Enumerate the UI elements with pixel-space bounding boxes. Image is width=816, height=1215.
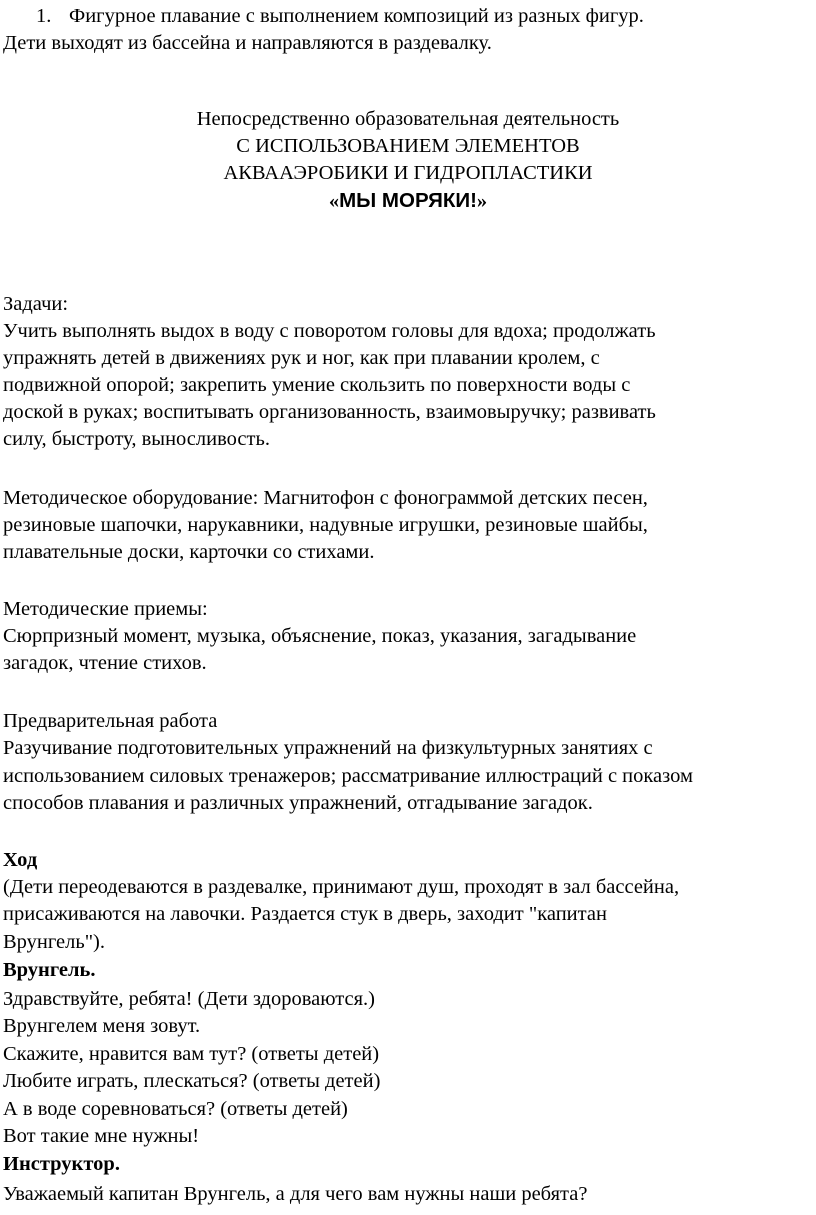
equipment-line: резиновые шапочки, нарукавники, надувные игрушки, резиновые шайбы, [3,514,648,536]
equipment-line: Методическое оборудование: Магнитофон с фонограммой детских песен, [3,487,648,509]
tasks-line: силу, быстроту, выносливость. [3,428,270,450]
course-line: Врунгель"). [3,931,106,953]
subtitle-text: МЫ МОРЯКИ! [339,189,477,212]
tasks-heading: Задачи: [3,293,69,315]
quote-open: « [328,190,340,212]
equipment-line: плавательные доски, карточки со стихами. [3,541,375,563]
title-line-2: С ИСПОЛЬЗОВАНИЕМ ЭЛЕМЕНТОВ [236,135,580,157]
dialogue-line: Уважаемый капитан Врунгель, а для чего вам нужны наши ребята? [3,1183,588,1205]
course-line: присаживаются на лавочки. Раздается стук в дверь, заходит "капитан [3,903,607,925]
list-item-text-continuation: Дети выходят из бассейна и направляются в раздевалку. [3,32,492,54]
preliminary-line: Разучивание подготовительных упражнений на физкультурных занятиях с [3,737,653,759]
speaker-instructor: Инструктор. [3,1153,120,1175]
tasks-line: Учить выполнять выдох в воду с поворотом головы для вдоха; продолжать [3,320,656,342]
preliminary-heading: Предварительная работа [3,710,218,732]
title-line-3: АКВААЭРОБИКИ И ГИДРОПЛАСТИКИ [223,162,593,184]
tasks-line: подвижной опорой; закрепить умение скользить по поверхности воды с [3,374,631,396]
methods-line: Сюрпризный момент, музыка, объяснение, показ, указания, загадывание [3,625,637,647]
tasks-line: упражнять детей в движениях рук и ног, как при плавании кролем, с [3,347,600,369]
dialogue-line: Врунгелем меня зовут. [3,1015,201,1037]
subtitle [0,187,816,215]
methods-line: загадок, чтение стихов. [3,652,207,674]
quote-close: » [476,190,488,212]
dialogue-line: Здравствуйте, ребята! (Дети здороваются.) [3,988,375,1010]
course-heading: Ход [3,849,38,871]
preliminary-line: способов плавания и различных упражнений, отгадывание загадок. [3,792,593,814]
dialogue-line: Любите играть, плескаться? (ответы детей) [3,1070,381,1092]
methods-heading: Методические приемы: [3,598,208,620]
title-line-1: Непосредственно образовательная деятельность [196,108,620,130]
dialogue-line: Скажите, нравится вам тут? (ответы детей) [3,1043,380,1065]
preliminary-line: использованием силовых тренажеров; рассматривание иллюстраций с показом [3,765,693,787]
list-number: 1. [36,5,52,27]
dialogue-line: Вот такие мне нужны! [3,1125,200,1147]
dialogue-line: А в воде соревноваться? (ответы детей) [3,1098,348,1120]
speaker-vrungel: Врунгель. [3,959,96,981]
list-item-text: Фигурное плавание с выполнением композиций из разных фигур. [69,5,644,27]
course-line: (Дети переодеваются в раздевалке, принимают душ, проходят в зал бассейна, [3,876,680,898]
tasks-line: доской в руках; воспитывать организованность, взаимовыручку; развивать [3,401,656,423]
